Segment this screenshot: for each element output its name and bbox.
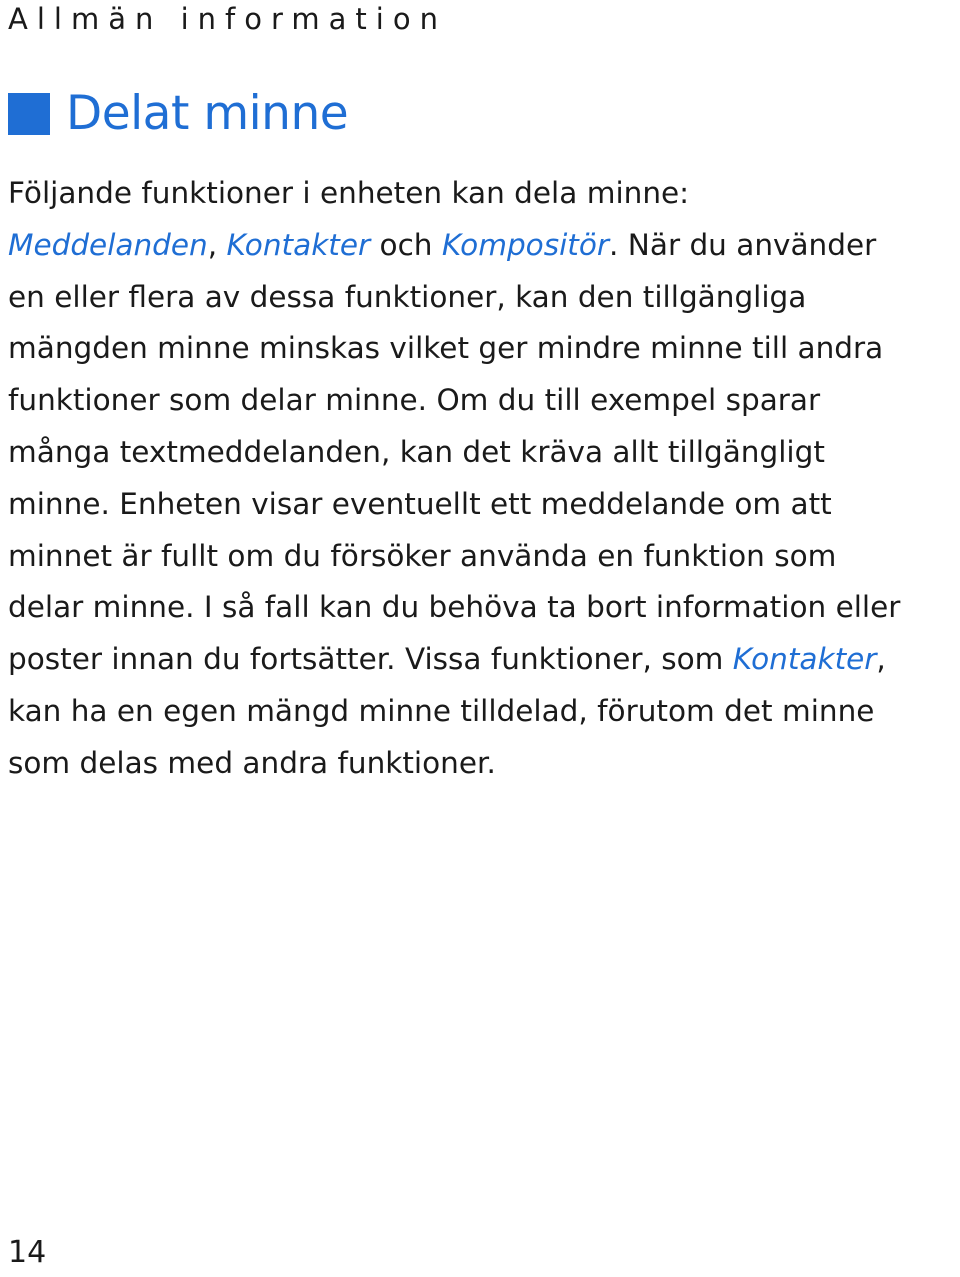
- running-header: Allmän information: [8, 2, 447, 36]
- paragraph-line: minnet är fullt om du försöker använda en funktion som: [8, 538, 837, 573]
- link-kontakter[interactable]: Kontakter: [226, 227, 371, 262]
- section-heading: [8, 86, 348, 141]
- paragraph-line: många textmeddelanden, kan det kräva allt tillgängligt: [8, 434, 825, 469]
- paragraph-line: en eller flera av dessa funktioner, kan den tillgängliga: [8, 279, 807, 314]
- paragraph-text: . När du använder: [609, 227, 877, 262]
- body-paragraph: [8, 168, 958, 790]
- link-kontakter-2[interactable]: Kontakter: [732, 642, 877, 677]
- paragraph-text: och: [370, 227, 442, 262]
- paragraph-line: mängden minne minskas vilket ger mindre minne till andra: [8, 331, 884, 366]
- paragraph-line: delar minne. I så fall kan du behöva ta bort information eller: [8, 590, 901, 625]
- link-kompositor[interactable]: Kompositör: [441, 227, 610, 262]
- paragraph-line: som delas med andra funktioner.: [8, 745, 496, 780]
- paragraph-text: poster innan du fortsätter. Vissa funktioner, som: [8, 642, 733, 677]
- paragraph-line: funktioner som delar minne. Om du till exempel sparar: [8, 383, 821, 418]
- paragraph-line: minne. Enheten visar eventuellt ett meddelande om att: [8, 486, 832, 521]
- paragraph-line: Följande funktioner i enheten kan dela minne:: [8, 176, 690, 210]
- paragraph-text: ,: [876, 642, 886, 677]
- link-meddelanden[interactable]: Meddelanden: [8, 227, 208, 262]
- paragraph-line: kan ha en egen mängd minne tilldelad, förutom det minne: [8, 693, 875, 728]
- paragraph-line: [8, 634, 958, 686]
- section-title: Delat minne: [66, 86, 349, 141]
- heading-square-icon: [8, 93, 50, 135]
- page-number: 14: [8, 1235, 47, 1270]
- paragraph-line: [8, 220, 958, 272]
- paragraph-text: ,: [207, 227, 227, 262]
